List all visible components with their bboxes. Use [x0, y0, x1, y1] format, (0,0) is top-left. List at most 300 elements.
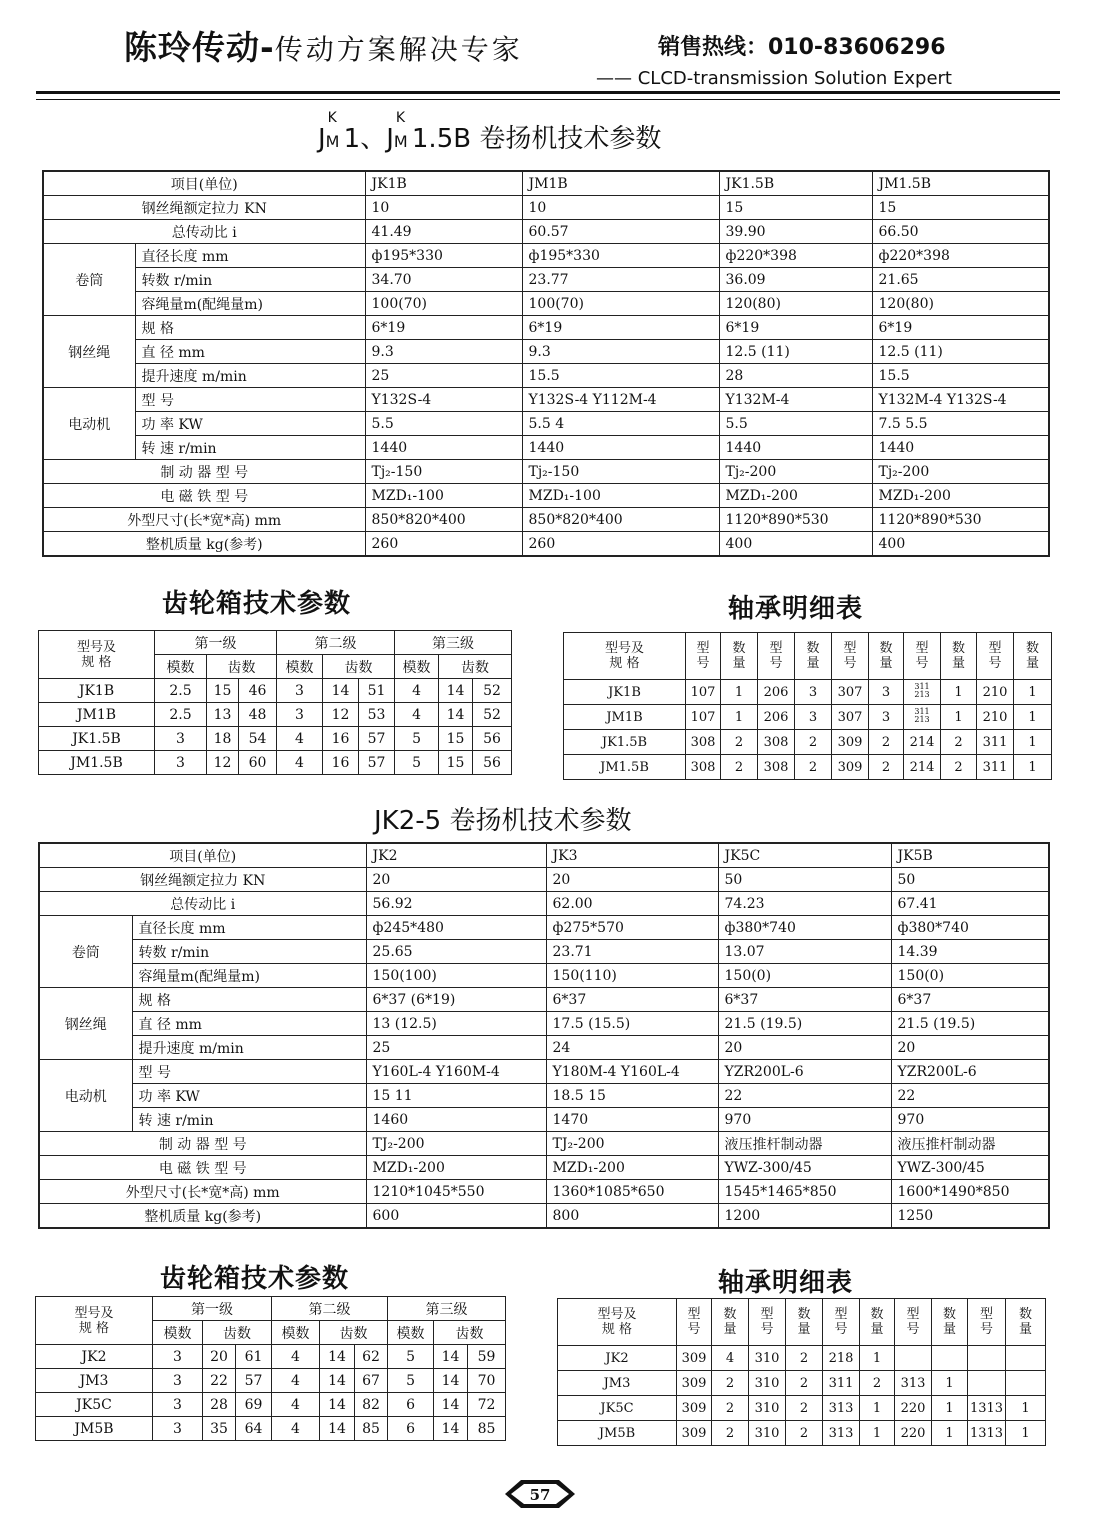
table-cell: 1200 — [718, 1204, 891, 1229]
value-cell: 5 — [395, 727, 439, 751]
table-cell: 22 — [891, 1084, 1049, 1108]
value-cell: 310 — [749, 1396, 786, 1421]
table-cell: Y132M-4 Y132S-4 — [872, 388, 1049, 412]
model-header-cell: JK3 — [546, 843, 718, 868]
header-char: 量 — [1025, 656, 1039, 671]
value-cell: 107 — [686, 680, 721, 705]
value-cell: 48 — [239, 703, 277, 727]
header-char: 量 — [870, 1322, 884, 1337]
table-cell: 260 — [365, 532, 522, 557]
table-cell: MZD₁-100 — [522, 484, 719, 508]
header-char: 数 — [1018, 1307, 1032, 1322]
value-cell — [895, 1346, 932, 1371]
model-cell: JK2 — [558, 1346, 677, 1371]
value-cell: 311 — [977, 730, 1014, 755]
value-cell: 4 — [272, 1417, 320, 1441]
value-cell: 1 — [1006, 1421, 1046, 1446]
table-row — [39, 751, 512, 775]
value-cell: 4 — [277, 751, 323, 775]
model-cell: JM3 — [36, 1369, 153, 1393]
value-cell: 14 — [434, 1393, 468, 1417]
table-row — [39, 1012, 1049, 1036]
value-cell: 3 — [153, 1417, 203, 1441]
value-cell: 308 — [758, 755, 795, 780]
table-cell: 15.5 — [872, 364, 1049, 388]
row-label: 直径长度 mm — [132, 916, 366, 940]
table-cell: 67.41 — [891, 892, 1049, 916]
value-cell: 311 — [823, 1371, 860, 1396]
table-cell: 20 — [891, 1036, 1049, 1060]
sales-hotline: 销售热线：010-83606296 — [658, 35, 946, 60]
title-part: J — [318, 124, 326, 154]
corner-line: 规 格 — [78, 1320, 110, 1336]
header-char: 数 — [732, 641, 746, 656]
table-row — [43, 484, 1049, 508]
header-row — [564, 633, 1052, 680]
value-cell: 14 — [323, 679, 359, 703]
table-row — [39, 1108, 1049, 1132]
table-cell: 13 (12.5) — [366, 1012, 546, 1036]
level-header: 第一级 — [153, 1297, 272, 1321]
gearbox-title-2: 齿轮箱技术参数 — [160, 1264, 350, 1294]
value-cell: 3 — [869, 705, 904, 730]
table-cell: Y132S-4 — [365, 388, 522, 412]
corner-line: 规 格 — [601, 1322, 633, 1337]
value-cell: 1 — [1014, 755, 1052, 780]
gearbox-table-body — [36, 1297, 506, 1441]
value-cell: 4 — [712, 1346, 749, 1371]
value-cell: 5 — [395, 751, 439, 775]
title-superscript-block — [393, 110, 412, 151]
value-cell: 3 — [153, 1369, 203, 1393]
header-char: 型 — [979, 1307, 993, 1322]
table-row — [43, 388, 1049, 412]
table-cell: 23.77 — [522, 268, 719, 292]
table-cell: ф195*330 — [522, 244, 719, 268]
value-cell: 4 — [395, 679, 439, 703]
title-sub: M — [393, 132, 408, 151]
model-header-cell: JK5C — [718, 843, 891, 868]
value-cell: 2 — [941, 755, 977, 780]
title-superscript-block — [325, 110, 344, 151]
table-row — [39, 1132, 1049, 1156]
qty-header — [786, 1299, 823, 1346]
value-cell: 14 — [320, 1393, 355, 1417]
table-cell: ф220*398 — [872, 244, 1049, 268]
corner-line: 规 格 — [81, 654, 112, 670]
row-label: 总传动比 i — [39, 892, 366, 916]
corner-cell — [564, 633, 686, 680]
model-header-cell: JM1B — [522, 171, 719, 196]
header-char: 型 — [696, 641, 710, 656]
table-row — [558, 1396, 1046, 1421]
header-char: 号 — [979, 1322, 993, 1337]
value-cell: 2 — [941, 730, 977, 755]
value-cell: 309 — [677, 1396, 712, 1421]
gearbox-title-1: 齿轮箱技术参数 — [162, 589, 352, 619]
table-cell: 6*37 — [546, 988, 718, 1012]
value-cell — [968, 1371, 1006, 1396]
table-cell: 14.39 — [891, 940, 1049, 964]
value-cell: 310 — [749, 1371, 786, 1396]
qty-header — [860, 1299, 895, 1346]
header-char: 数 — [806, 641, 820, 656]
value-cell: 206 — [758, 680, 795, 705]
corner-cell — [558, 1299, 677, 1346]
section2-title: JK2-5 卷扬机技术参数 — [374, 806, 632, 836]
row-label: 功 率 KW — [132, 1084, 366, 1108]
value-cell: 35 — [203, 1417, 236, 1441]
table-cell: MZD₁-200 — [872, 484, 1049, 508]
table-cell: Y180M-4 Y160L-4 — [546, 1060, 718, 1084]
value-cell: 57 — [236, 1369, 272, 1393]
page-badge-shape — [505, 1478, 575, 1510]
value-cell: 2 — [795, 730, 832, 755]
header-char: 型 — [687, 1307, 701, 1322]
table-row — [39, 1036, 1049, 1060]
value-cell: 220 — [895, 1421, 932, 1446]
level-header: 第一级 — [155, 631, 277, 655]
value-cell: 1 — [721, 680, 758, 705]
table-cell: 400 — [719, 532, 872, 557]
value-cell: 1 — [1014, 705, 1052, 730]
value-cell: 3 — [869, 680, 904, 705]
header-char: 型 — [834, 1307, 848, 1322]
header-char: 量 — [942, 1322, 956, 1337]
value-cell: 14 — [439, 703, 473, 727]
header-char: 型 — [988, 641, 1002, 656]
value-cell: 85 — [468, 1417, 506, 1441]
table-row — [39, 727, 512, 751]
table-row — [39, 868, 1049, 892]
brand-dash: - — [260, 28, 275, 67]
value-cell: 59 — [468, 1345, 506, 1369]
stacked-value: 213 — [914, 690, 930, 699]
value-cell: 1 — [941, 680, 977, 705]
table-cell: 1600*1490*850 — [891, 1180, 1049, 1204]
corner-line: 规 格 — [609, 656, 640, 671]
header-char: 量 — [879, 656, 893, 671]
spec-table-body — [43, 171, 1049, 556]
value-cell: 4 — [272, 1369, 320, 1393]
model-cell: JM5B — [558, 1421, 677, 1446]
row-label: 电 磁 铁 型 号 — [39, 1156, 366, 1180]
value-cell: 308 — [758, 730, 795, 755]
value-cell: 85 — [355, 1417, 388, 1441]
value-cell: 3 — [795, 705, 832, 730]
value-cell: 3 — [153, 1393, 203, 1417]
row-label: 提升速度 m/min — [132, 1036, 366, 1060]
row-label: 型 号 — [132, 1060, 366, 1084]
group-label: 卷筒 — [39, 916, 132, 988]
type-header — [832, 633, 869, 680]
row-label: 容绳量m(配绳量m) — [135, 292, 365, 316]
header-char: 数 — [797, 1307, 811, 1322]
value-cell: 60 — [239, 751, 277, 775]
table-cell: 21.5 (19.5) — [891, 1012, 1049, 1036]
value-cell: 62 — [355, 1345, 388, 1369]
value-cell: 2 — [869, 755, 904, 780]
bearing-title-1: 轴承明细表 — [728, 594, 864, 624]
group-label: 电动机 — [39, 1060, 132, 1132]
qty-header — [1006, 1299, 1046, 1346]
model-cell: JM1.5B — [564, 755, 686, 780]
type-header — [904, 633, 941, 680]
value-cell: 1 — [860, 1346, 895, 1371]
qty-header — [795, 633, 832, 680]
value-cell: 2 — [795, 755, 832, 780]
table-cell: 20 — [546, 868, 718, 892]
table-row — [39, 703, 512, 727]
type-header — [749, 1299, 786, 1346]
teeth-header: 齿数 — [323, 655, 395, 679]
table-cell: MZD₁-200 — [546, 1156, 718, 1180]
qty-header — [712, 1299, 749, 1346]
table-cell: 液压推杆制动器 — [718, 1132, 891, 1156]
table-cell: 66.50 — [872, 220, 1049, 244]
table-cell: MZD₁-200 — [366, 1156, 546, 1180]
bearing-table-2 — [557, 1298, 1046, 1446]
value-cell: 16 — [323, 727, 359, 751]
level-header: 第二级 — [272, 1297, 388, 1321]
value-cell: 4 — [272, 1393, 320, 1417]
type-header — [968, 1299, 1006, 1346]
value-cell: 1 — [1014, 680, 1052, 705]
value-cell: 2 — [786, 1421, 823, 1446]
group-label: 电动机 — [43, 388, 135, 460]
table-row — [564, 730, 1052, 755]
value-cell: 6 — [388, 1393, 434, 1417]
value-cell: 4 — [395, 703, 439, 727]
value-cell — [968, 1346, 1006, 1371]
stacked-value: 213 — [914, 715, 930, 724]
row-label: 直径长度 mm — [135, 244, 365, 268]
spec-table-2 — [38, 842, 1050, 1229]
value-cell: 2 — [869, 730, 904, 755]
value-cell: 70 — [468, 1369, 506, 1393]
row-label: 外型尺寸(长*宽*高) mm — [39, 1180, 366, 1204]
row-label: 制 动 器 型 号 — [39, 1132, 366, 1156]
value-cell: 206 — [758, 705, 795, 730]
table-row — [36, 1417, 506, 1441]
model-header-cell: JK1.5B — [719, 171, 872, 196]
table-cell: 25 — [366, 1036, 546, 1060]
table-cell: 1210*1045*550 — [366, 1180, 546, 1204]
value-cell: 1313 — [968, 1396, 1006, 1421]
value-cell: 214 — [904, 730, 941, 755]
value-cell: 309 — [677, 1371, 712, 1396]
table-cell: TJ₂-200 — [546, 1132, 718, 1156]
table-cell: 36.09 — [719, 268, 872, 292]
table-cell: 22 — [718, 1084, 891, 1108]
header-char: 号 — [843, 656, 857, 671]
table-row — [39, 1156, 1049, 1180]
header-char: 数 — [942, 1307, 956, 1322]
page-number-badge — [505, 1478, 575, 1510]
value-cell: 82 — [355, 1393, 388, 1417]
spec-table-body — [39, 843, 1049, 1228]
table-cell: Tj₂-150 — [365, 460, 522, 484]
type-header — [977, 633, 1014, 680]
table-cell: 6*37 — [891, 988, 1049, 1012]
table-cell: 120(80) — [719, 292, 872, 316]
table-row — [43, 412, 1049, 436]
table-cell: 15 — [872, 196, 1049, 220]
header-char: 号 — [769, 656, 783, 671]
table-cell: 液压推杆制动器 — [891, 1132, 1049, 1156]
type-header — [823, 1299, 860, 1346]
model-cell: JM1.5B — [39, 751, 155, 775]
table-cell: 1545*1465*850 — [718, 1180, 891, 1204]
row-label: 钢丝绳额定拉力 KN — [39, 868, 366, 892]
table-cell: 28 — [719, 364, 872, 388]
qty-header — [932, 1299, 968, 1346]
corner-cell — [39, 631, 155, 679]
value-cell: 52 — [473, 703, 512, 727]
bearing-table-body — [558, 1299, 1046, 1446]
value-cell — [904, 680, 941, 705]
table-row — [43, 532, 1049, 557]
table-row — [39, 1060, 1049, 1084]
page-header-brand — [124, 22, 523, 69]
page-number: 57 — [529, 1486, 551, 1504]
value-cell: 310 — [749, 1421, 786, 1446]
model-cell: JK1.5B — [564, 730, 686, 755]
table-cell: 1470 — [546, 1108, 718, 1132]
value-cell — [932, 1346, 968, 1371]
table-row — [43, 244, 1049, 268]
table-cell: ф380*740 — [718, 916, 891, 940]
table-row — [558, 1371, 1046, 1396]
value-cell: 313 — [895, 1371, 932, 1396]
table-row — [43, 364, 1049, 388]
value-cell: 2 — [860, 1371, 895, 1396]
header-row — [39, 843, 1049, 868]
row-label: 总传动比 i — [43, 220, 365, 244]
value-cell: 1 — [932, 1371, 968, 1396]
model-header-cell: JM1.5B — [872, 171, 1049, 196]
table-row — [564, 755, 1052, 780]
table-cell: 7.5 5.5 — [872, 412, 1049, 436]
table-row — [564, 705, 1052, 730]
value-cell: 1313 — [968, 1421, 1006, 1446]
table-cell: 15 11 — [366, 1084, 546, 1108]
table-cell: 9.3 — [365, 340, 522, 364]
value-cell: 15 — [207, 679, 239, 703]
table-cell: 12.5 (11) — [872, 340, 1049, 364]
table-cell: MZD₁-100 — [365, 484, 522, 508]
table-cell: 600 — [366, 1204, 546, 1229]
header-row — [36, 1297, 506, 1321]
title-sup: K — [327, 110, 337, 126]
corner-line: 型号及 — [597, 1307, 637, 1322]
table-cell: ф380*740 — [891, 916, 1049, 940]
spec-table-1 — [42, 170, 1050, 557]
row-label: 提升速度 m/min — [135, 364, 365, 388]
header-row — [39, 631, 512, 655]
table-row — [39, 988, 1049, 1012]
table-row — [43, 316, 1049, 340]
table-cell: 970 — [891, 1108, 1049, 1132]
header-char: 量 — [797, 1322, 811, 1337]
model-cell: JM1B — [564, 705, 686, 730]
table-cell: ф195*330 — [365, 244, 522, 268]
value-cell: 309 — [677, 1421, 712, 1446]
level-header: 第二级 — [277, 631, 395, 655]
header-char: 型 — [760, 1307, 774, 1322]
header-cell: 项目(单位) — [39, 843, 366, 868]
model-cell: JK5C — [558, 1396, 677, 1421]
value-cell: 307 — [832, 680, 869, 705]
row-label: 型 号 — [135, 388, 365, 412]
row-label: 制 动 器 型 号 — [43, 460, 365, 484]
table-cell: 1440 — [719, 436, 872, 460]
value-cell: 1 — [860, 1396, 895, 1421]
value-cell: 308 — [686, 730, 721, 755]
module-header: 模数 — [153, 1321, 203, 1345]
value-cell — [1006, 1371, 1046, 1396]
level-header: 第三级 — [395, 631, 512, 655]
table-cell: 850*820*400 — [365, 508, 522, 532]
value-cell: 214 — [904, 755, 941, 780]
module-header: 模数 — [272, 1321, 320, 1345]
table-cell: 62.00 — [546, 892, 718, 916]
type-header — [758, 633, 795, 680]
value-cell: 210 — [977, 705, 1014, 730]
table-cell: 850*820*400 — [522, 508, 719, 532]
gearbox-table-1 — [38, 630, 512, 775]
value-cell — [904, 705, 941, 730]
value-cell: 54 — [239, 727, 277, 751]
value-cell: 3 — [155, 727, 207, 751]
value-cell: 12 — [323, 703, 359, 727]
row-label: 转数 r/min — [135, 268, 365, 292]
value-cell: 5 — [388, 1345, 434, 1369]
table-cell: 5.5 — [719, 412, 872, 436]
group-label: 钢丝绳 — [39, 988, 132, 1060]
table-cell: 400 — [872, 532, 1049, 557]
table-cell: 1120*890*530 — [872, 508, 1049, 532]
table-cell: 18.5 15 — [546, 1084, 718, 1108]
value-cell: 2 — [721, 730, 758, 755]
table-cell: 10 — [522, 196, 719, 220]
table-row — [43, 340, 1049, 364]
table-cell: 25 — [365, 364, 522, 388]
value-cell: 20 — [203, 1345, 236, 1369]
value-cell: 14 — [320, 1345, 355, 1369]
value-cell: 220 — [895, 1396, 932, 1421]
brand-slogan: 传动方案解决专家 — [274, 33, 523, 66]
table-cell: 21.5 (19.5) — [718, 1012, 891, 1036]
corner-line: 型号及 — [74, 1305, 114, 1321]
model-cell: JK1B — [39, 679, 155, 703]
row-label: 直 径 mm — [135, 340, 365, 364]
row-label: 规 格 — [135, 316, 365, 340]
value-cell: 313 — [823, 1396, 860, 1421]
value-cell: 16 — [323, 751, 359, 775]
table-cell: Tj₂-200 — [872, 460, 1049, 484]
row-label: 功 率 KW — [135, 412, 365, 436]
header-rule-thick — [36, 91, 1060, 94]
table-cell: 1360*1085*650 — [546, 1180, 718, 1204]
module-header: 模数 — [155, 655, 207, 679]
teeth-header: 齿数 — [434, 1321, 506, 1345]
table-row — [36, 1369, 506, 1393]
table-cell: 21.65 — [872, 268, 1049, 292]
table-cell: 10 — [365, 196, 522, 220]
model-cell: JK1B — [564, 680, 686, 705]
teeth-header: 齿数 — [439, 655, 512, 679]
